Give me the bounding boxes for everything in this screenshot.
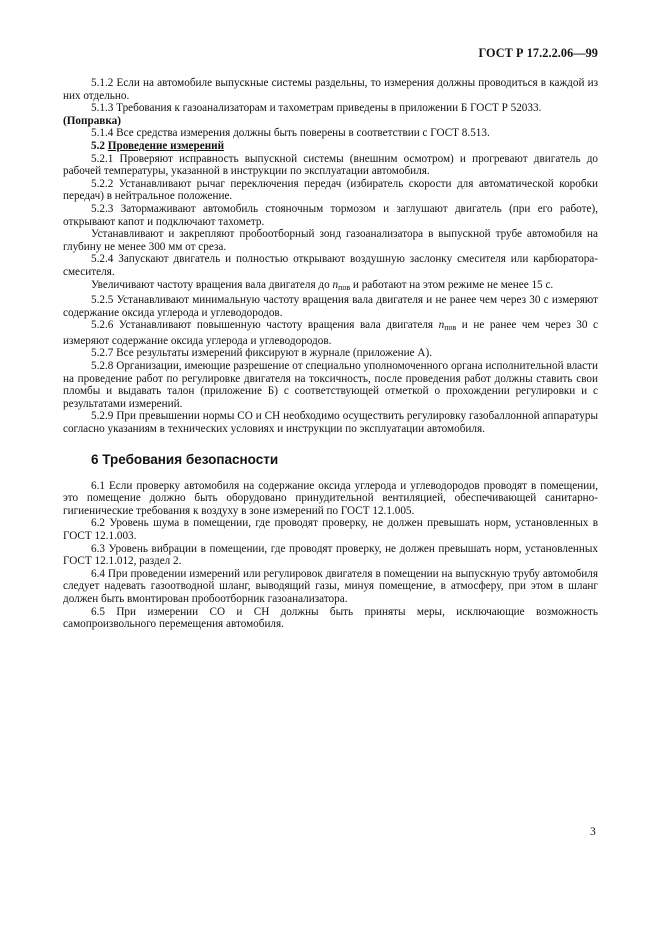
n-symbol: n bbox=[332, 278, 339, 291]
paragraph-5-1-4: 5.1.4 Все средства измерения должны быть поверены в соответствии с ГОСТ 8.513. bbox=[91, 127, 490, 140]
paragraph-5-1-3: 5.1.3 Требования к газоанализаторам и тахометрам приведены в приложении Б ГОСТ Р 52033. bbox=[91, 102, 542, 115]
paragraph-5-2-1: 5.2.1 Проверяют исправность выпускной системы (внешним осмотром) и прогревают двигатель до рабочей температуры, указанной в инструкции по эксплуатации автомобиля. bbox=[63, 152, 598, 178]
paragraph-6-2: 6.2 Уровень шума в помещении, где проводят проверку, не должен превышать норм, установленных в ГОСТ 12.1.003. bbox=[63, 517, 598, 542]
document-id-header: ГОСТ Р 17.2.2.06—99 bbox=[478, 46, 598, 60]
n-symbol: n bbox=[438, 319, 445, 332]
paragraph-5-2-6 bbox=[63, 319, 598, 347]
subsection-number: 5.2 bbox=[91, 139, 105, 152]
paragraph-5-2-3: 5.2.3 Затормаживают автомобиль стояночным тормозом и заглушают двигатель (при его работе), открывают капот и подключают тахометр. bbox=[63, 202, 598, 228]
paragraph-5-1-2: 5.1.2 Если на автомобиле выпускные системы раздельны, то измерения должны проводиться в каждой из них отдельно. bbox=[63, 77, 598, 102]
paragraph-5-2-9: 5.2.9 При превышении нормы СО и СН необходимо осуществить регулировку газобаллонной аппаратуры согласно указаниям в технических условиях и инструкции по эксплуатации автомобиля. bbox=[63, 410, 598, 436]
paragraph-5-2-2: 5.2.2 Устанавливают рычаг переключения передач (избиратель скорости для автоматической коробки передач) в нейтральное положение. bbox=[63, 177, 598, 203]
subsection-title: Проведение измерений bbox=[107, 139, 225, 152]
paragraph-6-5: 6.5 При измерении СО и СН должны быть приняты меры, исключающие возможность самопроизвольного перемещения автомобиля. bbox=[63, 605, 598, 631]
text-part: и работают на этом режиме не менее 15 с. bbox=[350, 278, 554, 291]
subsection-heading-5-2 bbox=[63, 140, 598, 153]
correction-note: (Поправка) bbox=[63, 114, 121, 127]
paragraph-5-2-4: 5.2.4 Запускают двигатель и полностью открывают воздушную заслонку смесителя или карбюратора-смесителя. bbox=[63, 253, 598, 278]
paragraph-increase-speed bbox=[63, 279, 598, 295]
paragraph-6-1: 6.1 Если проверку автомобиля на содержание оксида углерода и углеводородов проводят в помещении, это помещение должно быть оборудовано принудительной вентиляцией, обеспечивающей санитарно-гигиенические требования к воздуху в зоне измерений по ГОСТ 12.1.005. bbox=[63, 479, 598, 517]
n-subscript: пов bbox=[444, 323, 457, 333]
text-part: и не ранее чем через 30 с измеряют содержание оксида углерода и углеводородов. bbox=[63, 319, 598, 347]
page-number: 3 bbox=[590, 826, 596, 838]
paragraph-5-2-8: 5.2.8 Организации, имеющие разрешение от специально уполномоченного органа исполнительной власти на проведение работ по регулировке двигателя на токсичность, после проведения работ должны ставить свои пломбы и выдавать талон (приложение Б) с соответствующей отметкой о прохождении регулировки и с результатами измерений. bbox=[63, 360, 598, 410]
section-6-title: 6 Требования безопасности bbox=[91, 451, 279, 467]
text-part: 5.2.6 Устанавливают повышенную частоту вращения вала двигателя bbox=[91, 319, 439, 332]
paragraph-5-2-5: 5.2.5 Устанавливают минимальную частоту вращения вала двигателя и не ранее чем через 30 с измеряют содержание оксида углерода и углеводородов. bbox=[63, 294, 598, 319]
paragraph-6-3: 6.3 Уровень вибрации в помещении, где проводят проверку, не должен превышать норм, установленных ГОСТ 12.1.012, раздел 2. bbox=[63, 542, 598, 568]
text-part: Увеличивают частоту вращения вала двигателя до bbox=[91, 278, 333, 291]
paragraph-probe: Устанавливают и закрепляют пробоотборный зонд газоанализатора в выпускной трубе автомобиля на глубину не менее 300 мм от среза. bbox=[63, 228, 598, 253]
n-subscript: пов bbox=[338, 282, 351, 292]
paragraph-5-2-7: 5.2.7 Все результаты измерений фиксируют в журнале (приложение А). bbox=[91, 347, 433, 360]
document-body bbox=[63, 77, 598, 631]
paragraph-6-4: 6.4 При проведении измерений или регулировок двигателя в помещении на выпускную трубу автомобиля следует надевать газоотводной шланг, выводящий газы, минуя помещение, в атмосферу, при этом в шланг должен быть вмонтирован пробоотборник газоанализатора. bbox=[63, 567, 598, 605]
